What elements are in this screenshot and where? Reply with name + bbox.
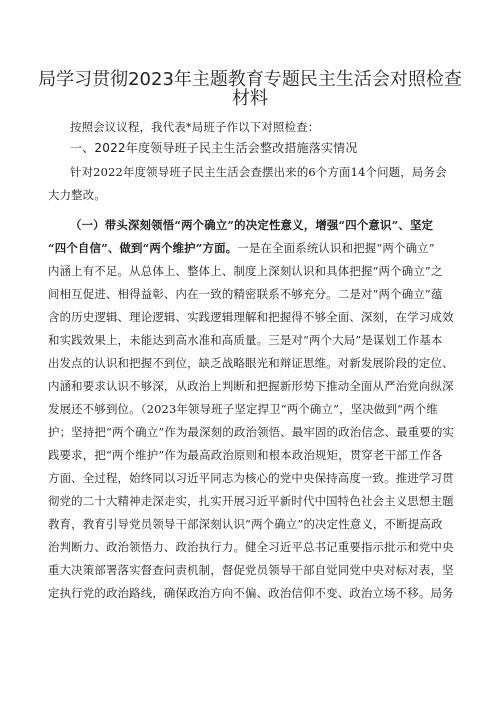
section-intro-line2: 大力整改。 xyxy=(48,188,106,202)
document-title-line1: 局学习贯彻2023年主题教育专题民主生活会对照检查 xyxy=(38,69,462,90)
body-line: 定执行党的政治路线，确保政治方向不偏、政治信仰不变、政治立场不移。局务 xyxy=(48,586,454,600)
item-heading-rest: 一是在全面系统认识和把握“两个确立” xyxy=(237,241,435,255)
body-line: 重大决策部署落实督查问责机制，督促党员领导干部自觉同党中央对标对表，坚 xyxy=(48,563,454,577)
intro-paragraph: 按照会议议程，我代表*局班子作以下对照检查： xyxy=(70,120,320,134)
body-line: 出发点的认识和把握不到位，缺乏战略眼光和辩证思维。对新发展阶段的定位、 xyxy=(48,356,454,370)
item-heading-bold: “四个自信”、做到“两个维护”方面。 xyxy=(48,241,238,255)
body-line: 践要求，把“两个维护”作为最高政治原则和根本政治规矩，贯穿老干部工作各 xyxy=(48,448,443,462)
body-line: 护；坚持把“两个确立”作为最深刻的政治领悟、最牢固的政治信念、最重要的实 xyxy=(48,425,455,439)
body-line: 内涵上有不足。从总体上、整体上、制度上深刻认识和具体把握“两个确立”之 xyxy=(48,264,443,278)
body-line: 方面、全过程，始终同以习近平同志为核心的党中央保持高度一致。推进学习贯 xyxy=(48,471,454,485)
item-heading-line1: （一）带头深刻领悟“两个确立”的决定性意义，增强“四个意识”、坚定 xyxy=(70,218,434,232)
section-heading: 一、2022年度领导班子民主生活会整改措施落实情况 xyxy=(70,141,358,155)
section-intro-line1: 针对2022年度领导班子民主生活会查摆出来的6个方面14个问题，局务会 xyxy=(70,165,447,179)
body-line: 含的历史逻辑、理论逻辑、实践逻辑理解和把握得不够全面、深刻，在学习成效 xyxy=(48,310,454,324)
body-line: 治判断力、政治领悟力、政治执行力。健全习近平总书记重要指示批示和党中央 xyxy=(48,540,454,554)
body-line: 间相互促进、相得益彰、内在一致的精密联系不够充分。二是对“两个确立”蕴 xyxy=(48,287,443,301)
body-line: 内涵和要求认识不够深，从政治上判断和把握新形势下推动全面从严治党向纵深 xyxy=(48,379,454,393)
document-title-line2: 材料 xyxy=(232,88,268,109)
body-line: 教育，教育引导党员领导干部深刻认识“两个确立”的决定性意义，不断提高政 xyxy=(48,517,443,531)
body-line: 彻党的二十大精神走深走实，扎实开展习近平新时代中国特色社会主义思想主题 xyxy=(48,494,454,508)
item-heading-line2 xyxy=(48,240,468,256)
body-line: 发展还不够到位。（2023年领导班子坚定捍卫“两个确立”，坚决做到“两个维 xyxy=(48,402,438,416)
body-line: 和实践效果上，未能达到高水准和高质量。三是对“两个大局”是谋划工作基本 xyxy=(48,333,443,347)
